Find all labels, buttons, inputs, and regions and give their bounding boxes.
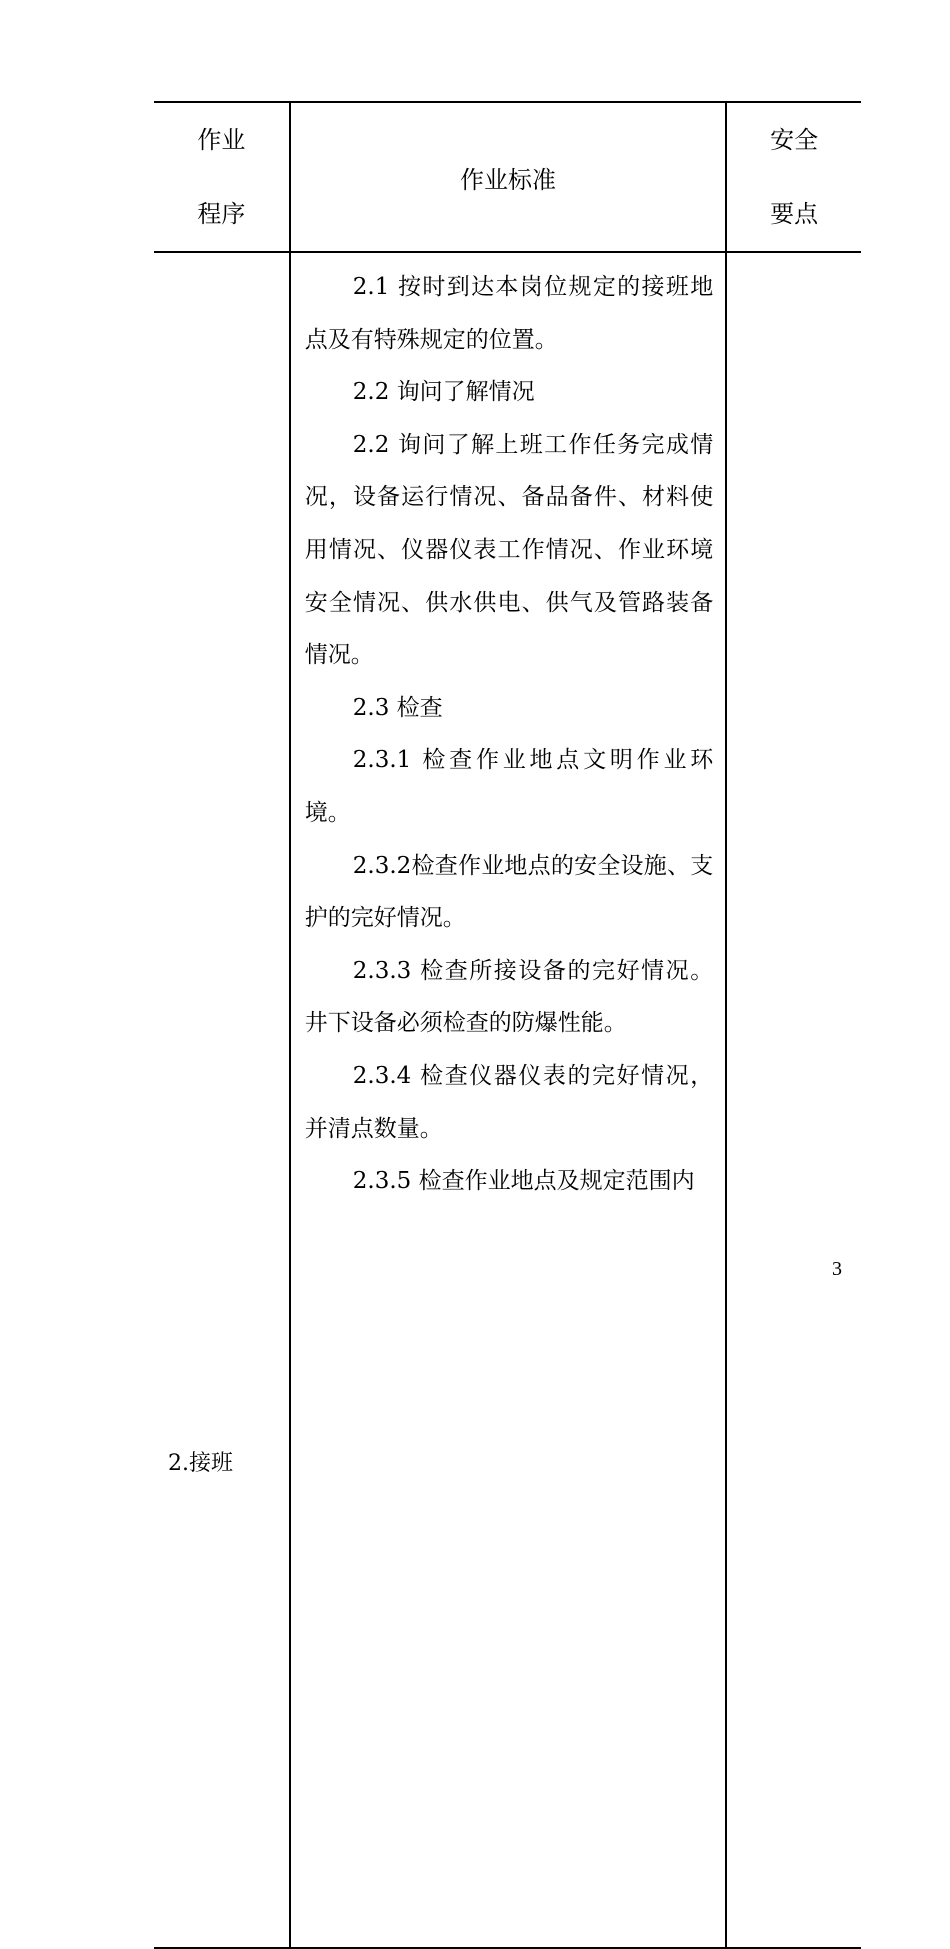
page-number: 3 bbox=[832, 1258, 842, 1280]
procedure-cell: 2.接班 bbox=[154, 252, 290, 1948]
standard-paragraph: 2.3.5 检查作业地点及规定范围内 bbox=[352, 1168, 695, 1195]
header-procedure-line2: 程序 bbox=[197, 200, 246, 228]
table-row bbox=[154, 252, 861, 1948]
header-safety bbox=[726, 102, 861, 252]
standard-paragraph: 2.2 询问了解上班工作任务完成情况，设备运行情况、备品备件、材料使用情况、仪器仪表工作情况、作业环境安全情况、供水供电、供气及管路装备情况。 bbox=[304, 431, 714, 669]
header-standard: 作业标准 bbox=[290, 102, 726, 252]
table-header-row bbox=[154, 102, 861, 252]
standard-paragraph: 2.3.2检查作业地点的安全设施、支护的完好情况。 bbox=[304, 852, 714, 932]
safety-cell bbox=[726, 252, 861, 1948]
standard-paragraph: 2.3 检查 bbox=[352, 694, 443, 721]
standard-paragraph: 2.2 询问了解情况 bbox=[352, 379, 535, 406]
header-procedure bbox=[154, 102, 290, 252]
work-standard-table bbox=[154, 101, 861, 1949]
standard-cell bbox=[290, 252, 726, 1948]
header-safety-line1: 安全 bbox=[770, 126, 819, 154]
header-safety-line2: 要点 bbox=[770, 200, 819, 228]
standard-paragraph: 2.1 按时到达本岗位规定的接班地点及有特殊规定的位置。 bbox=[304, 274, 714, 353]
header-procedure-line1: 作业 bbox=[197, 126, 246, 154]
standard-paragraph: 2.3.3 检查所接设备的完好情况。井下设备必须检查的防爆性能。 bbox=[304, 957, 714, 1037]
standard-paragraph: 2.3.1 检查作业地点文明作业环境。 bbox=[304, 747, 714, 826]
standard-paragraph: 2.3.4 检查仪器仪表的完好情况，并清点数量。 bbox=[304, 1062, 714, 1142]
